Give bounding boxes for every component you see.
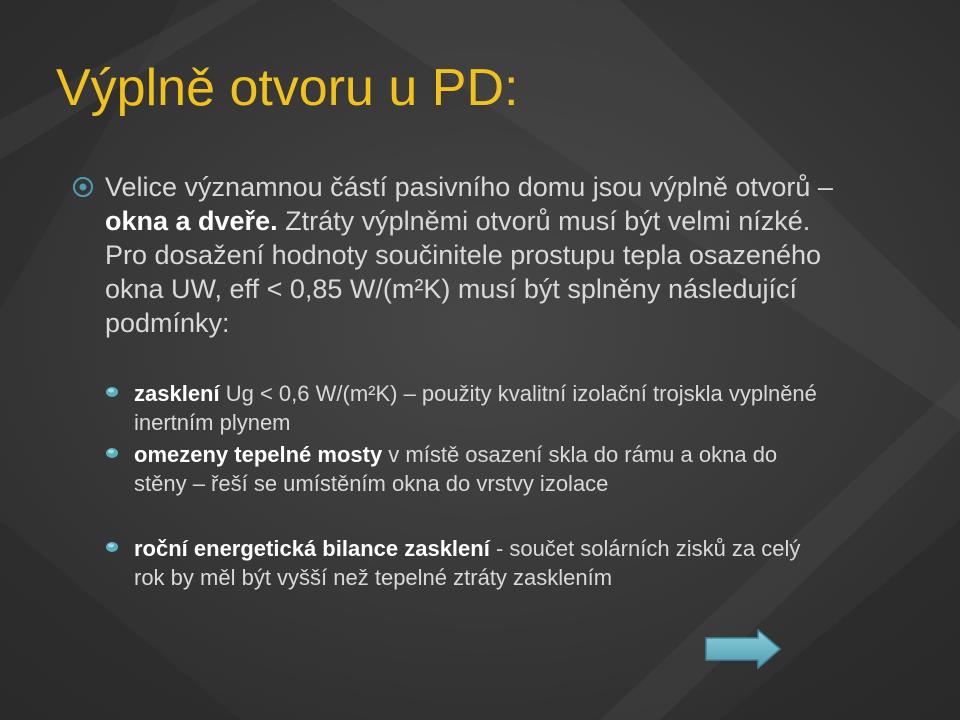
sub-bullet-2: omezeny tepelné mosty v místě osazení skla do rámu a okna do stěny – řeší se umístěním okna do vrstvy izolace [134, 442, 778, 496]
dot-bullet-icon [105, 446, 119, 460]
slide-title: Výplně otvoru u PD: [56, 59, 519, 117]
sub-bullet-1: zasklení Ug < 0,6 W/(m²K) – použity kvalitní izolační trojskla vyplněné inertním plynem [134, 381, 817, 435]
circle-bullet-icon [72, 176, 94, 198]
dot-bullet-icon [105, 540, 119, 554]
arrow-right-icon[interactable] [704, 628, 782, 670]
sub-bullet-3: roční energetická bilance zasklení - součet solárních zisků za celý rok by měl být vyšší než tepelné ztráty zasklením [134, 536, 801, 590]
bold-phrase: okna a dveře. [105, 206, 278, 236]
main-bullet-text: Velice významnou částí pasivního domu jsou výplně otvorů – okna a dveře. Ztráty výplněmi otvorů musí být velmi nízké. Pro dosažení hodnoty součinitele prostupu tepla osazeného okna UW, eff < 0,85 W/(m²K) musí být splněny následující podmínky: [105, 172, 833, 338]
dot-bullet-icon [105, 385, 119, 399]
